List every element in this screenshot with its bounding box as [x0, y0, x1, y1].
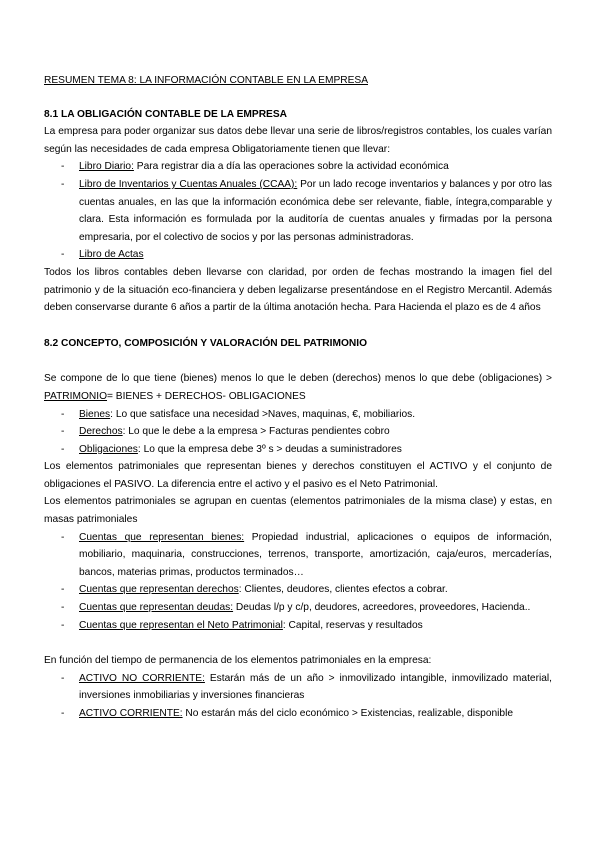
item-term: Obligaciones	[79, 443, 138, 455]
activo-pasivo-paragraph: Los elementos patrimoniales que representan bienes y derechos constituyen el ACTIVO y el conjunto de obligaciones el PASIVO. La diferencia entre el activo y el pasivo es el Neto Patrimonial.	[44, 461, 552, 490]
item-text: Estarán más de un año > inmovilizado intangible, inmovilizado material, inversiones inmobiliarias y inversiones financieras	[79, 672, 552, 702]
section-8-1-heading: 8.1 LA OBLIGACIÓN CONTABLE DE LA EMPRESA	[44, 108, 288, 120]
cuentas-paragraph: Los elementos patrimoniales se agrupan en cuentas (elementos patrimoniales de la misma clase) y estas, en masas patrimoniales	[44, 496, 552, 526]
books-list	[44, 158, 552, 264]
list-item: - ACTIVO NO CORRIENTE: Estarán más de un año > inmovilizado intangible, inmovilizado material, inversiones inmobiliarias y inversiones financieras	[61, 672, 552, 702]
item-term: ACTIVO NO CORRIENTE:	[79, 672, 205, 684]
item-term: Derechos	[79, 426, 123, 438]
item-term: Cuentas que representan el Neto Patrimonial	[79, 619, 283, 631]
item-term: Libro de Inventarios y Cuentas Anuales (CCAA):	[79, 178, 298, 190]
item-text: Para registrar dia a día las operaciones sobre la actividad económica	[133, 161, 449, 173]
list-item: - Cuentas que representan derechos: Clientes, deudores, clientes efectos a cobrar.	[61, 584, 448, 596]
item-text: : Capital, reservas y resultados	[282, 619, 423, 631]
item-text: Propiedad industrial, aplicaciones o equipos de información, mobiliario, maquinaria, construcciones, terrenos, transporte, amortización, caja/euros, mercaderías, bancos, materias primas, productos terminados…	[79, 531, 552, 578]
list-item: - Libro de Inventarios y Cuentas Anuales (CCAA): Por un lado recoge inventarios y balances y por otro las cuentas anuales, en las que la información económica debe ser relevante, fiable, íntegra,comparable y clara. Esta información es formulada por la auditoría de cuentas anuales y firmadas por la persona empresaria, por el colectivo de socios y por las personas administradoras.	[61, 178, 552, 243]
item-term: Cuentas que representan derechos	[79, 584, 239, 596]
activo-list	[44, 670, 552, 723]
list-item: - Cuentas que representan deudas: Deudas l/p y c/p, deudores, acreedores, proveedores, Hacienda..	[61, 602, 531, 614]
item-text: : Lo que satisface una necesidad >Naves, maquinas, €, mobiliarios.	[110, 408, 416, 420]
list-item: - Libro de Actas	[61, 249, 144, 261]
section-8-1-closing: Todos los libros contables deben llevarse con claridad, por orden de fechas mostrando la imagen fiel del patrimonio y de la situación eco-financiera y deben legalizarse presentándose en el Registro Mercantil. Además deben conservarse durante 6 años a partir de la última anotación hecha. Para Hacienda el plazo es de 4 años	[44, 266, 552, 314]
item-term: Libro de Actas	[79, 249, 144, 261]
cuentas-list	[44, 529, 552, 635]
section-8-1-intro: La empresa para poder organizar sus datos debe llevar una serie de libros/registros contables, los cuales varían según las necesidades de cada empresa Obligatoriamente tienen que llevar:	[44, 126, 552, 155]
document-title: RESUMEN TEMA 8: LA INFORMACIÓN CONTABLE EN LA EMPRESA	[44, 75, 368, 86]
permanencia-paragraph: En función del tiempo de permanencia de los elementos patrimoniales en la empresa:	[44, 655, 432, 667]
item-term: Cuentas que representan deudas:	[79, 602, 234, 614]
list-item: - ACTIVO CORRIENTE: No estarán más del ciclo económico > Existencias, realizable, disponible	[61, 708, 514, 719]
list-item: - Libro Diario: Para registrar dia a día las operaciones sobre la actividad económica	[61, 161, 449, 173]
item-text: : Clientes, deudores, clientes efectos a cobrar.	[238, 584, 448, 596]
item-text: Deudas l/p y c/p, deudores, acreedores, proveedores, Hacienda..	[233, 602, 531, 614]
item-text: No estarán más del ciclo económico > Existencias, realizable, disponible	[182, 708, 514, 719]
item-text: : Lo que le debe a la empresa > Facturas pendientes cobro	[122, 426, 390, 438]
list-item: - Bienes: Lo que satisface una necesidad >Naves, maquinas, €, mobiliarios.	[61, 408, 416, 420]
item-text: Por un lado recoge inventarios y balances y por otro las cuentas anuales, en las que la información económica debe ser relevante, fiable, íntegra,comparable y clara. Esta información es formulada por la auditoría de cuentas anuales y firmadas por la persona empresaria, por el colectivo de socios y por las personas administradoras.	[79, 178, 552, 243]
item-term: ACTIVO CORRIENTE:	[79, 708, 183, 719]
patrimonio-components-list	[44, 406, 552, 459]
item-term: Cuentas que representan bienes:	[79, 531, 245, 543]
list-item: - Derechos: Lo que le debe a la empresa > Facturas pendientes cobro	[61, 426, 390, 438]
document-content	[44, 72, 552, 723]
section-8-2-heading: 8.2 CONCEPTO, COMPOSICIÓN Y VALORACIÓN DEL PATRIMONIO	[44, 337, 368, 349]
patrimonio-definition: Se compone de lo que tiene (bienes) menos lo que le deben (derechos) menos lo que debe (obligaciones) > PATRIMONIO= BIENES + DERECHOS- OBLIGACIONES	[44, 373, 552, 402]
list-item: - Cuentas que representan el Neto Patrimonial: Capital, reservas y resultados	[61, 619, 423, 631]
list-item: - Cuentas que representan bienes: Propiedad industrial, aplicaciones o equipos de información, mobiliario, maquinaria, construcciones, terrenos, transporte, amortización, caja/euros, mercaderías, bancos, materias primas, productos terminados…	[61, 531, 552, 578]
patrimonio-term: PATRIMONIO	[44, 390, 108, 402]
item-term: Libro Diario:	[79, 161, 134, 173]
list-item: - Obligaciones: Lo que la empresa debe 3º s > deudas a suministradores	[61, 443, 402, 455]
item-term: Bienes	[79, 408, 111, 420]
item-text: : Lo que la empresa debe 3º s > deudas a suministradores	[137, 443, 402, 455]
